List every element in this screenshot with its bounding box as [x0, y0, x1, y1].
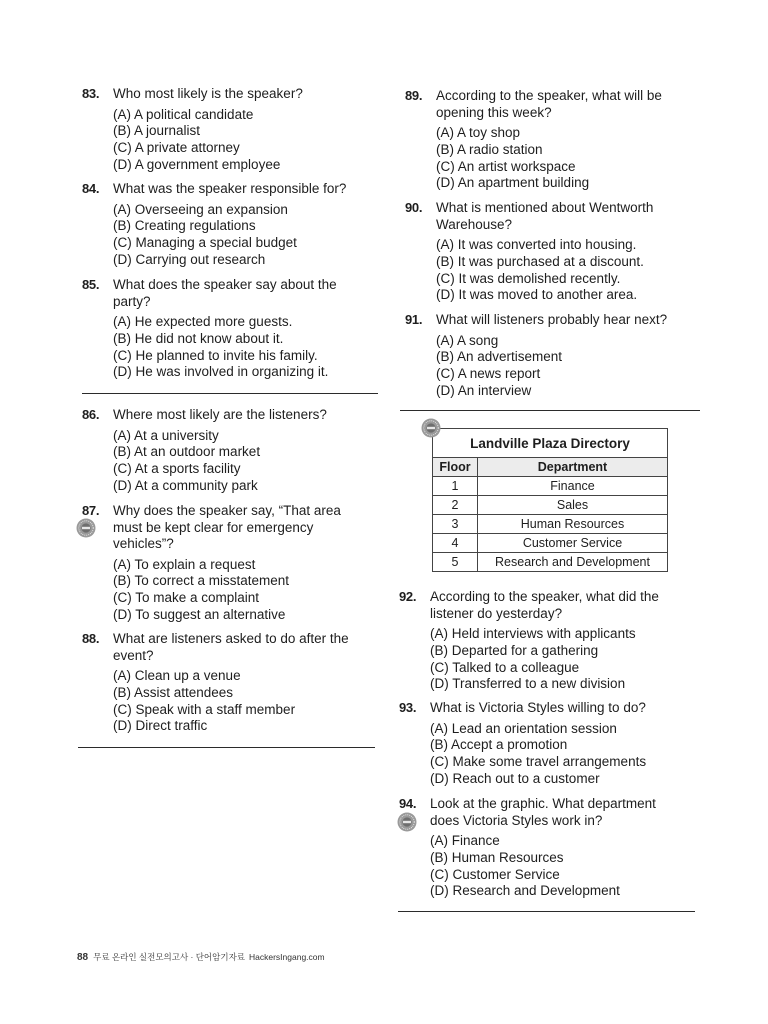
option-c: (C) Speak with a staff member	[113, 701, 296, 717]
option-a: (A) Held interviews with applicants	[430, 626, 636, 641]
table-row	[433, 496, 668, 515]
question-text: What are listeners asked to do after the event?	[113, 631, 349, 663]
question-number: 86.	[82, 407, 100, 422]
table-row	[433, 477, 668, 496]
section-divider	[78, 747, 375, 748]
option-a: (A) A song	[436, 332, 499, 348]
question-text: What is Victoria Styles willing to do?	[430, 700, 646, 715]
question-90	[405, 200, 681, 304]
question-number: 89.	[405, 88, 423, 103]
option-d: (D) It was moved to another area.	[436, 287, 638, 303]
option-b: (B) Departed for a gathering	[430, 642, 599, 658]
option-c: (C) A private attorney	[113, 140, 240, 156]
option-d: (D) An interview	[436, 382, 532, 398]
answer-options	[430, 721, 675, 788]
option-c: (C) An artist workspace	[436, 158, 576, 174]
header-floor: Floor	[433, 458, 478, 477]
option-c: (C) Customer Service	[430, 866, 560, 882]
option-a: (A) A political candidate	[113, 106, 254, 122]
question-number: 91.	[405, 312, 423, 327]
seal-badge-icon	[76, 518, 96, 538]
department-cell: Finance	[478, 477, 668, 496]
question-number: 90.	[405, 200, 423, 215]
option-c: (C) Talked to a colleague	[430, 659, 580, 675]
seal-badge-icon	[421, 418, 441, 438]
question-text: What does the speaker say about the party?	[113, 277, 337, 309]
option-a: (A) A toy shop	[436, 125, 521, 140]
question-92	[399, 589, 675, 693]
option-a: (A) At a university	[113, 427, 219, 443]
option-a: (A) Overseeing an expansion	[113, 201, 288, 217]
option-d: (D) He was involved in organizing it.	[113, 364, 329, 380]
answer-options	[113, 668, 358, 735]
question-84	[82, 181, 358, 269]
page-number: 88	[77, 952, 89, 963]
question-number: 93.	[399, 700, 417, 715]
option-d: (D) Research and Development	[430, 883, 620, 899]
answer-options	[436, 125, 681, 192]
question-text: Where most likely are the listeners?	[113, 407, 327, 422]
floor-cell: 2	[433, 496, 478, 515]
question-number: 83.	[82, 86, 100, 101]
option-b: (B) Creating regulations	[113, 218, 256, 234]
option-b: (B) Human Resources	[430, 849, 564, 865]
question-text: What was the speaker responsible for?	[113, 181, 347, 196]
option-c: (C) To make a complaint	[113, 590, 260, 606]
section-divider	[398, 911, 695, 912]
question-text: What is mentioned about Wentworth Warehouse?	[436, 200, 654, 232]
question-87	[82, 503, 358, 624]
table-row	[433, 534, 668, 553]
question-number: 84.	[82, 181, 100, 196]
question-text: According to the speaker, what did the listener do yesterday?	[430, 589, 659, 621]
option-d: (D) Carrying out research	[113, 251, 266, 267]
section-divider	[82, 393, 378, 394]
footer-text: 무료 온라인 실전모의고사 · 단어암기자료	[93, 952, 245, 962]
answer-options	[113, 107, 358, 174]
option-a: (A) Finance	[430, 833, 500, 848]
option-c: (C) Managing a special budget	[113, 235, 297, 251]
department-cell: Research and Development	[478, 553, 668, 572]
option-b: (B) Assist attendees	[113, 684, 234, 700]
page-footer	[77, 951, 325, 963]
option-b: (B) At an outdoor market	[113, 444, 261, 460]
answer-options	[436, 333, 681, 400]
answer-options	[436, 237, 681, 304]
option-c: (C) Make some travel arrangements	[430, 754, 647, 770]
option-c: (C) It was demolished recently.	[436, 270, 621, 286]
option-b: (B) Accept a promotion	[430, 737, 568, 753]
question-94	[399, 796, 675, 900]
table-header-row	[433, 458, 668, 477]
answer-options	[113, 202, 358, 269]
table-row	[433, 515, 668, 534]
option-b: (B) He did not know about it.	[113, 330, 284, 346]
option-b: (B) To correct a misstatement	[113, 573, 290, 589]
option-a: (A) Lead an orientation session	[430, 720, 617, 736]
option-d: (D) A government employee	[113, 156, 281, 172]
option-a: (A) He expected more guests.	[113, 314, 293, 329]
floor-cell: 5	[433, 553, 478, 572]
option-a: (A) It was converted into housing.	[436, 237, 637, 252]
answer-options	[113, 314, 358, 381]
question-text: Why does the speaker say, “That area must be kept clear for emergency vehicles”?	[113, 503, 341, 551]
option-d: (D) An apartment building	[436, 175, 590, 191]
option-d: (D) At a community park	[113, 477, 258, 493]
question-89	[405, 88, 681, 192]
question-text: Who most likely is the speaker?	[113, 86, 303, 101]
question-number: 94.	[399, 796, 417, 811]
question-text: Look at the graphic. What department does Victoria Styles work in?	[430, 796, 656, 828]
floor-cell: 4	[433, 534, 478, 553]
department-cell: Sales	[478, 496, 668, 515]
option-a: (A) To explain a request	[113, 556, 256, 572]
seal-badge-icon	[397, 812, 417, 832]
option-b: (B) A journalist	[113, 123, 201, 139]
answer-options	[430, 626, 675, 693]
question-number: 92.	[399, 589, 417, 604]
option-d: (D) To suggest an alternative	[113, 606, 286, 622]
department-cell: Customer Service	[478, 534, 668, 553]
table-row	[433, 553, 668, 572]
option-d: (D) Transferred to a new division	[430, 676, 626, 692]
footer-site-link: HackersIngang.com	[249, 952, 325, 962]
answer-options	[113, 557, 358, 624]
department-cell: Human Resources	[478, 515, 668, 534]
option-b: (B) It was purchased at a discount.	[436, 253, 644, 269]
option-a: (A) Clean up a venue	[113, 668, 241, 683]
option-c: (C) At a sports facility	[113, 461, 241, 477]
header-department: Department	[478, 458, 668, 477]
question-number: 85.	[82, 277, 100, 292]
directory-table	[432, 428, 668, 572]
question-number: 88.	[82, 631, 100, 646]
question-number: 87.	[82, 503, 100, 518]
question-85	[82, 277, 358, 381]
option-c: (C) A news report	[436, 366, 541, 382]
floor-cell: 3	[433, 515, 478, 534]
option-b: (B) An advertisement	[436, 349, 563, 365]
question-text: What will listeners probably hear next?	[436, 312, 668, 327]
option-d: (D) Reach out to a customer	[430, 770, 600, 786]
answer-options	[113, 428, 358, 495]
question-83	[82, 86, 358, 174]
question-text: According to the speaker, what will be opening this week?	[436, 88, 662, 120]
question-93	[399, 700, 675, 788]
question-91	[405, 312, 681, 400]
directory-title: Landville Plaza Directory	[433, 429, 668, 458]
floor-cell: 1	[433, 477, 478, 496]
option-d: (D) Direct traffic	[113, 718, 208, 734]
question-88	[82, 631, 358, 735]
answer-options	[430, 833, 675, 900]
question-86	[82, 407, 358, 495]
section-divider	[400, 410, 700, 411]
option-b: (B) A radio station	[436, 141, 543, 157]
option-c: (C) He planned to invite his family.	[113, 347, 318, 363]
